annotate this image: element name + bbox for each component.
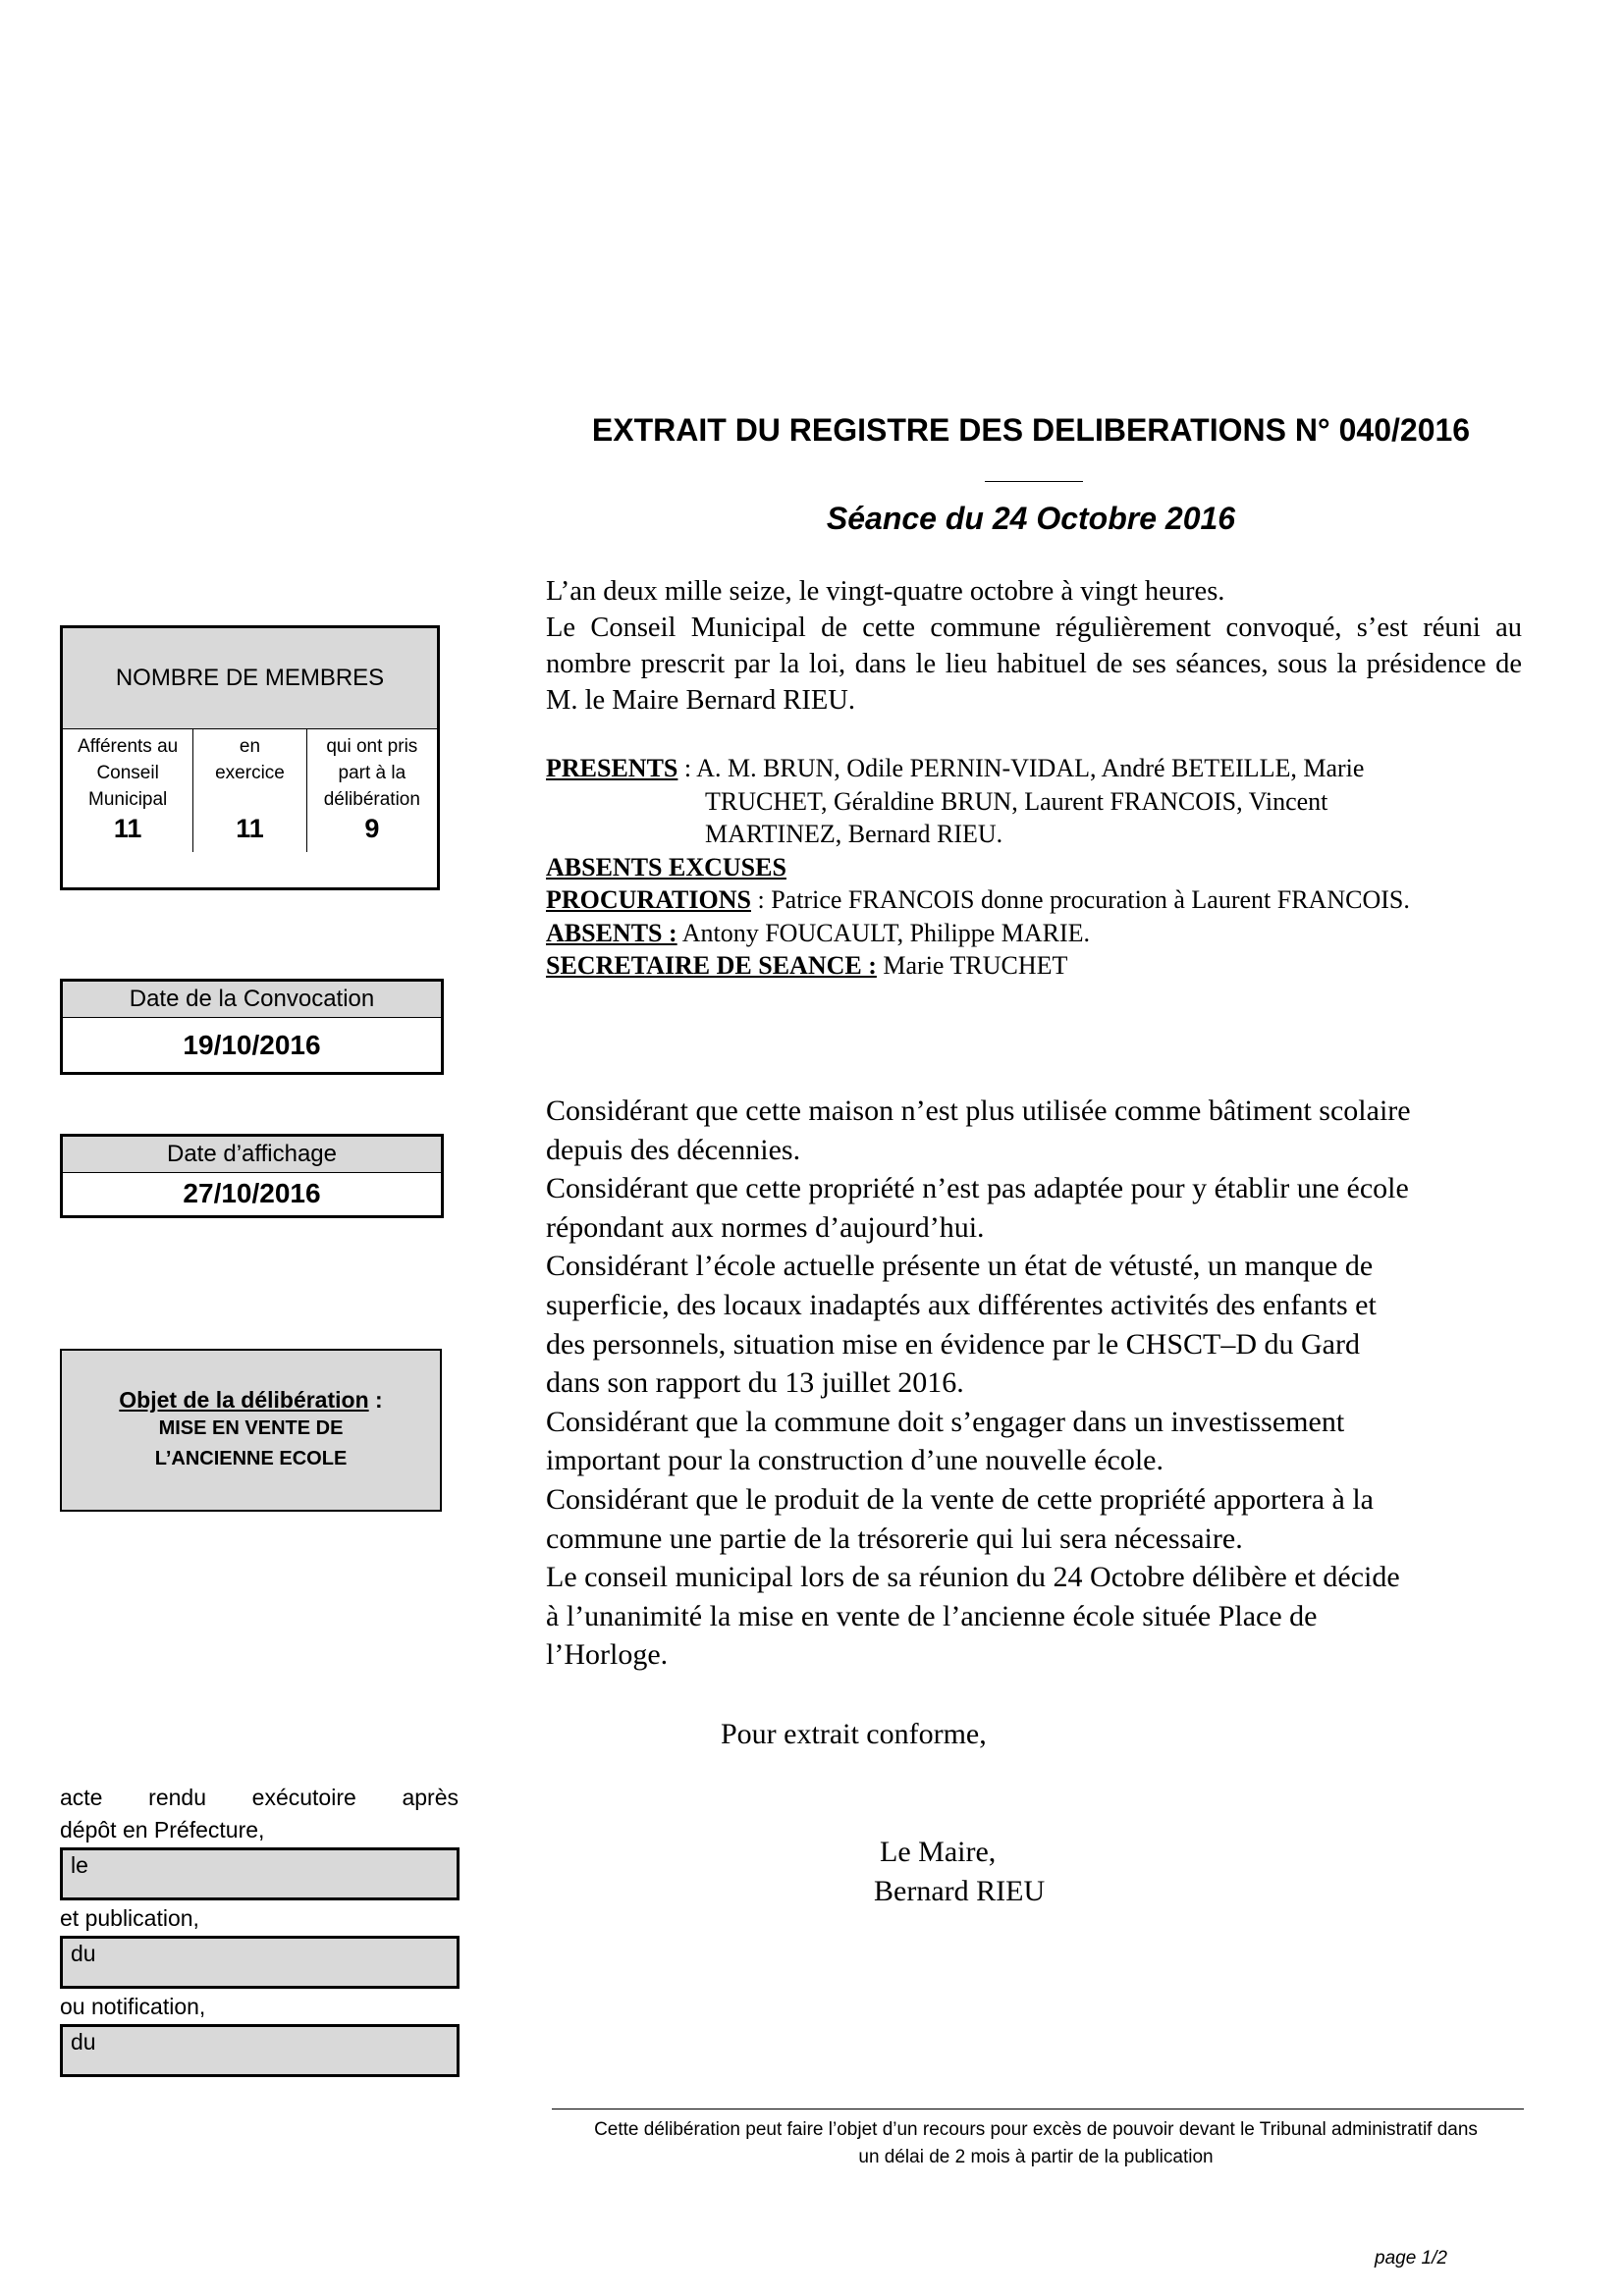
maire-title: Le Maire,: [880, 1836, 997, 1868]
members-col-afferents: [63, 729, 193, 852]
page-number: page 1/2: [1375, 2248, 1447, 2269]
procurations-label: PROCURATIONS: [546, 885, 751, 914]
consideration-line: répondant aux normes d’aujourd’hui.: [546, 1210, 985, 1244]
consideration-line: Considérant que cette maison n’est plus utilisée comme bâtiment scolaire: [546, 1095, 1411, 1127]
publication-date-field: du: [60, 1936, 460, 1989]
maire-name: Bernard RIEU: [874, 1875, 1046, 1907]
affichage-box: [60, 1134, 444, 1218]
executoire-date-field: le: [60, 1847, 460, 1900]
considerations-block: [546, 1092, 1528, 1675]
convocation-label: Date de la Convocation: [63, 982, 441, 1018]
title-divider: [985, 481, 1083, 482]
intro-first-line: L’an deux mille seize, le vingt-quatre octobre à vingt heures.: [546, 576, 1225, 607]
recours-note-line-2: un délai de 2 mois à partir de la publication: [858, 2147, 1214, 2167]
consideration-line: des personnels, situation mise en évidence par le CHSCT–D du Gard: [546, 1327, 1360, 1361]
procurations-line: [546, 883, 1528, 917]
consideration-line: l’Horloge.: [546, 1638, 669, 1672]
objet-line-1: MISE EN VENTE DE: [158, 1417, 344, 1439]
secretaire-label: SECRETAIRE DE SEANCE :: [546, 951, 877, 980]
notification-date-field: du: [60, 2024, 460, 2077]
absents-line: [546, 917, 1528, 950]
consideration-line: Considérant que cette propriété n’est pas adaptée pour y établir une école: [546, 1172, 1409, 1205]
affichage-label: Date d’affichage: [63, 1137, 441, 1173]
members-col-value: 11: [113, 814, 142, 843]
presents-label: PRESENTS: [546, 754, 678, 782]
presents-text: : A. M. BRUN, Odile PERNIN-VIDAL, André BETEILLE, Marie: [677, 754, 1365, 782]
absents-label: ABSENTS :: [546, 918, 677, 947]
members-box-title: NOMBRE DE MEMBRES: [63, 628, 437, 729]
consideration-line: dans son rapport du 13 juillet 2016.: [546, 1366, 964, 1400]
objet-box: [60, 1349, 442, 1512]
absents-text: Antony FOUCAULT, Philippe MARIE.: [677, 918, 1091, 947]
members-col-label: en exercice: [215, 736, 285, 783]
consideration-line: à l’unanimité la mise en vente de l’ancienne école située Place de: [546, 1599, 1318, 1632]
consideration-line: superficie, des locaux inadaptés aux différentes activités des enfants et: [546, 1288, 1377, 1321]
members-col-label: Afférents au Conseil Municipal: [78, 736, 179, 810]
consideration-line: commune une partie de la trésorerie qui lui sera nécessaire.: [546, 1522, 1243, 1555]
consideration-line: Considérant que la commune doit s’engager dans un investissement: [546, 1405, 1345, 1438]
members-col-label: qui ont pris part à la délibération: [323, 736, 420, 810]
attendance-block: [546, 752, 1528, 983]
members-col-exercice: [193, 729, 306, 852]
document-title: EXTRAIT DU REGISTRE DES DELIBERATIONS N° 040/2016: [591, 412, 1471, 448]
objet-label-line: [62, 1387, 440, 1414]
secretaire-line: [546, 949, 1528, 983]
convocation-box: [60, 979, 444, 1075]
secretaire-text: Marie TRUCHET: [876, 951, 1068, 980]
absents-excuses-label: ABSENTS EXCUSES: [546, 852, 786, 881]
objet-line-2: L’ANCIENNE ECOLE: [154, 1448, 348, 1469]
procurations-text: : Patrice FRANCOIS donne procuration à Laurent FRANCOIS.: [750, 885, 1410, 914]
recours-note-line-1: Cette délibération peut faire l’objet d’un recours pour excès de pouvoir devant le Tribunal administratif dans: [594, 2119, 1478, 2140]
notification-label: ou notification,: [60, 1994, 206, 2019]
recours-note: [530, 2116, 1542, 2171]
executoire-line-2: dépôt en Préfecture,: [60, 1817, 265, 1842]
objet-label: Objet de la délibération: [119, 1387, 369, 1413]
objet-label-suffix: :: [368, 1387, 383, 1413]
affichage-date: 27/10/2016: [183, 1178, 321, 1208]
members-columns: [63, 729, 437, 852]
consideration-line: Considérant que le produit de la vente de cette propriété apportera à la: [546, 1482, 1374, 1516]
publication-label: et publication,: [60, 1905, 199, 1931]
members-col-value: 9: [364, 814, 380, 843]
session-date: Séance du 24 Octobre 2016: [826, 501, 1236, 536]
consideration-line: important pour la construction d’une nouvelle école.: [546, 1444, 1164, 1477]
consideration-line: Considérant l’école actuelle présente un état de vétusté, un manque de: [546, 1250, 1374, 1283]
executoire-line-1: acte rendu exécutoire après: [60, 1785, 459, 1810]
presents-line: [546, 752, 1528, 785]
intro-paragraph: Le Conseil Municipal de cette commune régulièrement convoqué, s’est réuni au nombre prescrit par la loi, dans le lieu habituel de ses séances, sous la présidence de M. le Maire Bernard RIEU.: [546, 613, 1522, 716]
members-col-votants: [307, 729, 437, 852]
consideration-line: depuis des décennies.: [546, 1133, 801, 1166]
presents-line-3: MARTINEZ, Bernard RIEU.: [705, 820, 1003, 848]
presents-line-2: TRUCHET, Géraldine BRUN, Laurent FRANCOIS, Vincent: [705, 786, 1328, 816]
consideration-line: Le conseil municipal lors de sa réunion du 24 Octobre délibère et décide: [546, 1561, 1400, 1594]
members-col-value: 11: [236, 814, 264, 843]
pour-extrait-conforme: Pour extrait conforme,: [721, 1718, 987, 1750]
absents-excuses-line: [546, 851, 1528, 884]
convocation-date: 19/10/2016: [183, 1030, 321, 1060]
members-box: [60, 625, 440, 890]
